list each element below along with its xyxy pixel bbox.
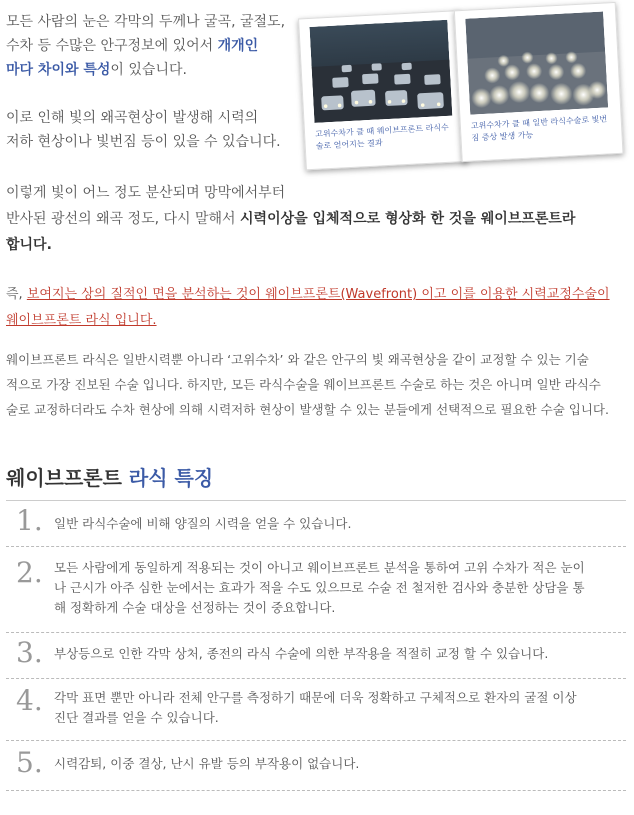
highlight-text: 개개인 xyxy=(217,38,259,54)
item-text xyxy=(54,644,614,664)
item-number: 2. xyxy=(16,556,43,589)
intro-line: 이렇게 빛이 어느 정도 분산되며 망막에서부터 xyxy=(6,185,286,201)
intro-text-2 xyxy=(6,180,626,258)
intro-line: 모든 사람의 눈은 각막의 두께나 굴곡, 굴절도, xyxy=(6,14,286,30)
underlined-text: 보여지는 상의 질적인 면을 분석하는 것이 웨이브프론트(Wavefront) 이고 이를 이용한 시력교정수술이 xyxy=(26,287,610,302)
item-text xyxy=(54,688,614,728)
list-item xyxy=(6,678,626,741)
intro-line xyxy=(6,34,306,58)
heading-part: 웨이브프론트 xyxy=(6,466,129,490)
item-line: 시력감퇴, 이중 결상, 난시 유발 등의 부작용이 없습니다. xyxy=(54,756,360,771)
intro-text-part: 수차 등 수많은 안구정보에 있어서 xyxy=(6,38,218,54)
heading-highlight: 라식 특징 xyxy=(128,466,214,490)
bold-text: 합니다. xyxy=(6,237,52,253)
item-line: 부상등으로 인한 각막 상처, 종전의 라식 수술에 의한 부작용을 적절히 교정 할 수 있습니다. xyxy=(54,646,549,661)
item-number: 4. xyxy=(16,684,43,717)
list-item xyxy=(6,740,626,791)
intro-text-part: 반사된 광선의 왜곡 정도, 다시 말해서 xyxy=(6,211,241,227)
intro-line: 이로 인해 빛의 왜곡현상이 발생해 시력의 xyxy=(6,110,259,126)
intro-text-part: 이 있습니다. xyxy=(110,62,187,78)
traffic-photo-clear xyxy=(309,20,452,123)
photo-caption: 고위수차가 클 때 웨이브프론트 라식수술로 얻어지는 결과 xyxy=(314,122,449,151)
item-line: 나 근시가 아주 심한 눈에서는 효과가 적을 수도 있으므로 수술 전 철저한 검사와 충분한 상담을 통 xyxy=(54,580,585,595)
item-number: 3. xyxy=(16,636,43,669)
item-text xyxy=(54,514,614,534)
intro-text xyxy=(6,10,306,154)
definition-line xyxy=(6,308,626,334)
definition-line xyxy=(6,282,626,308)
intro-line xyxy=(6,206,626,232)
photo-caption: 고위수차가 클 때 일반 라식수술로 빛번짐 증상 발생 가능 xyxy=(470,114,608,143)
paragraph-line: 적으로 가장 진보된 수술 입니다. 하지만, 모든 라식수술을 웨이브프론트 수술로 하는 것은 아니며 일반 라식수 xyxy=(6,377,601,392)
highlight-text: 마다 차이와 특성 xyxy=(6,62,111,78)
photo-card-wavefront xyxy=(298,10,468,170)
item-text xyxy=(54,558,614,618)
definition-text xyxy=(6,282,626,334)
item-text xyxy=(54,754,614,774)
item-number: 5. xyxy=(16,746,43,779)
intro-line: 저하 현상이나 빛번짐 등이 있을 수 있습니다. xyxy=(6,134,281,150)
intro-line xyxy=(6,58,306,82)
bold-text: 시력이상을 입체적으로 형상화 한 것을 웨이브프론트라 xyxy=(240,211,576,227)
item-line: 일반 라식수술에 비해 양질의 시력을 얻을 수 있습니다. xyxy=(54,516,352,531)
definition-prefix: 즉, xyxy=(6,287,27,302)
list-item xyxy=(6,500,626,547)
list-item xyxy=(6,546,626,633)
photo-card-standard xyxy=(454,2,624,162)
comparison-photos xyxy=(294,1,632,178)
traffic-photo-glare xyxy=(465,12,608,115)
description-paragraph xyxy=(6,347,626,422)
item-line: 각막 표면 뿐만 아니라 전체 안구를 측정하기 때문에 더욱 정확하고 구체적으로 환자의 굴절 이상 xyxy=(54,690,577,705)
item-line: 진단 결과를 얻을 수 있습니다. xyxy=(54,710,219,725)
paragraph-line: 술로 교정하더라도 수차 현상에 의해 시력저하 현상이 발생할 수 있는 분들에게 선택적으로 필요한 수술 입니다. xyxy=(6,402,609,417)
underlined-text: 웨이브프론트 라식 입니다. xyxy=(6,313,157,328)
item-line: 모든 사람에게 동일하게 적용되는 것이 아니고 웨이브프론트 분석을 통하여 고위 수차가 적은 눈이 xyxy=(54,560,585,575)
item-number: 1. xyxy=(16,504,43,537)
paragraph-line: 웨이브프론트 라식은 일반시력뿐 아니라 ‘고위수차’ 와 같은 안구의 빛 왜곡현상을 같이 교정할 수 있는 기술 xyxy=(6,352,589,367)
item-line: 해 정확하게 수술 대상을 선정하는 것이 중요합니다. xyxy=(54,600,336,615)
section-heading xyxy=(6,462,213,491)
intro-line xyxy=(6,232,626,258)
list-item xyxy=(6,632,626,679)
